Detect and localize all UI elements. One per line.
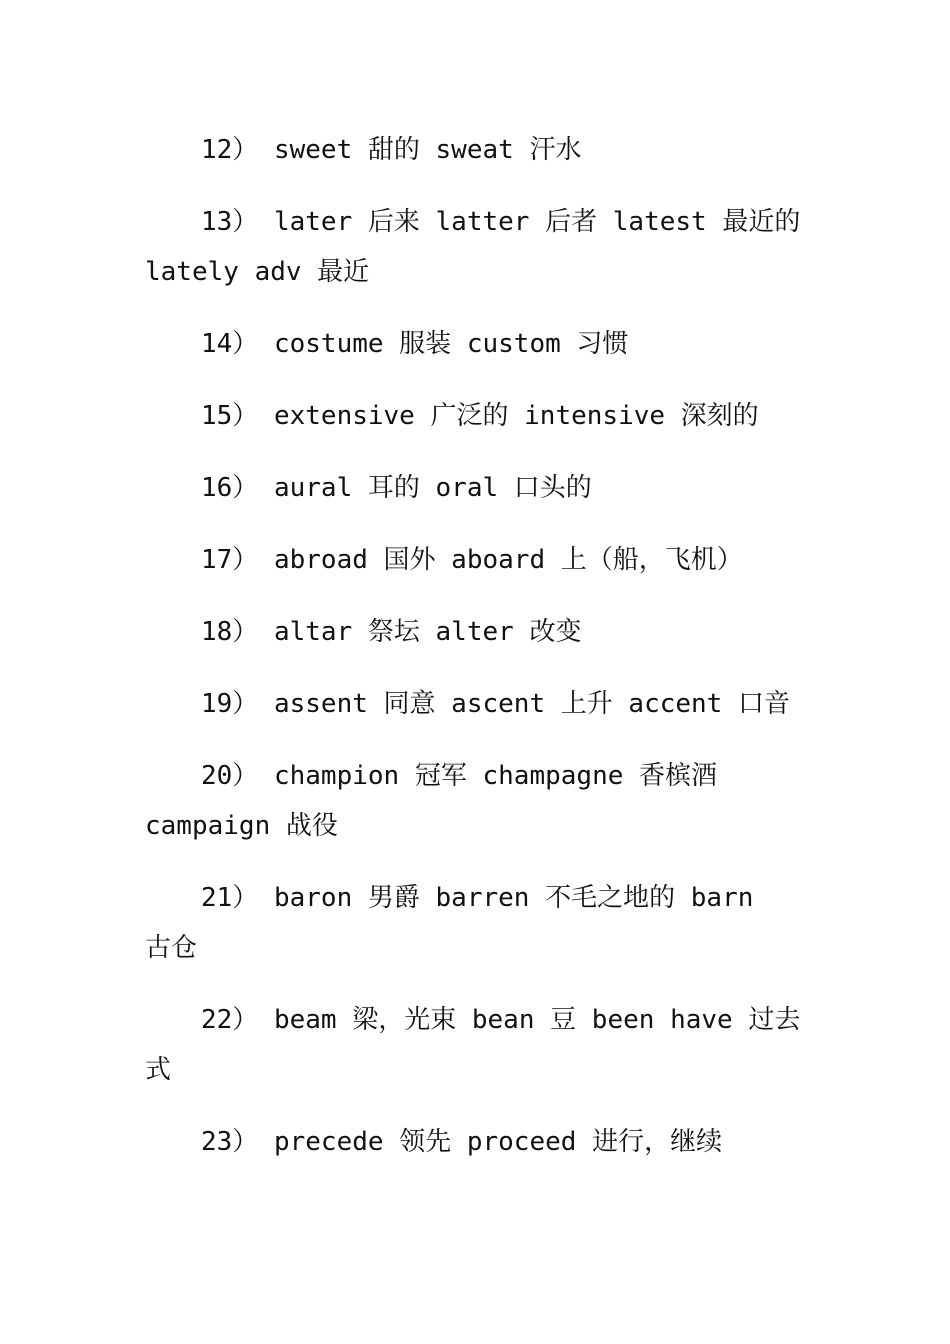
entry-line: 20） champion 冠军 champagne 香槟酒 [201, 761, 718, 791]
entry-continuation: campaign 战役 [145, 811, 338, 841]
entry-17 [145, 535, 815, 585]
entry-18 [145, 607, 815, 657]
entry-continuation: 古仓 [145, 933, 198, 963]
entry-line: 22） beam 梁，光束 bean 豆 been have 过去 [201, 1005, 801, 1035]
entry-14 [145, 319, 815, 369]
entry-12 [145, 125, 815, 175]
entry-line: 13） later 后来 latter 后者 latest 最近的 [201, 207, 801, 237]
entry-16 [145, 463, 815, 513]
entry-22 [145, 995, 815, 1095]
entry-line: 12） sweet 甜的 sweat 汗水 [201, 135, 582, 165]
entry-19 [145, 679, 815, 729]
entry-continuation: lately adv 最近 [145, 257, 370, 287]
entry-13 [145, 197, 815, 297]
entry-21 [145, 873, 815, 973]
entry-line: 15） extensive 广泛的 intensive 深刻的 [201, 401, 759, 431]
entry-line: 23） precede 领先 proceed 进行，继续 [201, 1127, 723, 1157]
entry-line: 21） baron 男爵 barren 不毛之地的 barn [201, 883, 754, 913]
entry-20 [145, 751, 815, 851]
entry-continuation: 式 [145, 1055, 172, 1085]
entry-line: 19） assent 同意 ascent 上升 accent 口音 [201, 689, 790, 719]
entry-23 [145, 1117, 815, 1167]
entry-line: 17） abroad 国外 aboard 上（船，飞机） [201, 545, 743, 575]
entry-line: 16） aural 耳的 oral 口头的 [201, 473, 592, 503]
entry-line: 18） altar 祭坛 alter 改变 [201, 617, 582, 647]
entry-15 [145, 391, 815, 441]
entry-line: 14） costume 服装 custom 习惯 [201, 329, 629, 359]
